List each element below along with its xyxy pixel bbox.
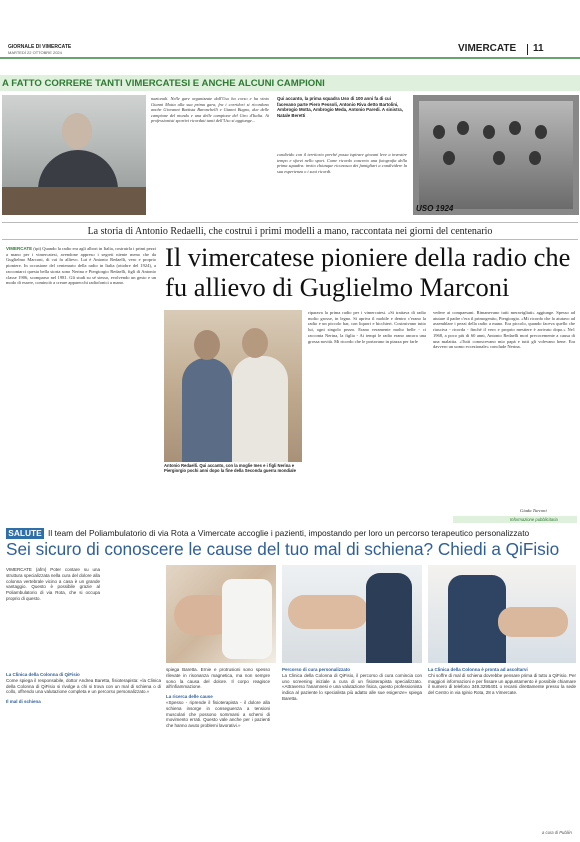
salute-column-2 bbox=[6, 672, 161, 705]
salute-subhead-clinic: La Clinica della Colonna di QiFisio bbox=[6, 672, 80, 677]
section-name: VIMERCATE bbox=[458, 43, 517, 54]
salute-subhead-back-pain: Il mal di schiena bbox=[6, 699, 41, 705]
story-dateline: VIMERCATE bbox=[6, 246, 33, 251]
salute-kicker: Il team del Poliambulatorio di via Rota a Vimercate accoglie i pazienti, impostando per loro un percorso terapeutico personalizzato bbox=[48, 528, 530, 538]
story-column-1-text: (tpi) Quando la radio era agli albori in Italia, costruirla i primi pezzi a mano per i vimercatesi, avendone appreso i segreti niente meno che da Guglielmo Marconi, di cui fu allievo. Lui è Antonio Redaelli, vero e proprio pioniere. In occasione del centenario della radio in Italia (ottobre del 1924), a raccontarci questa bella storia sono Nerina e Piergiorgio Redaelli, figli di Antonio classe 1906, scomparso nel 1981. Gli studi su sé stesso, evolvendo un gesto e un modo di essere, cominciò a creare apparecchi radiofonici a mano. bbox=[6, 246, 156, 286]
salute-column-4-text: «Spesso - riprende il fisioterapista - il dolore alla schiena insorge in conseguenza a tensioni muscolari che possono sommarsi a schemi di movimento errati. Questo vale anche per i pazienti che hanno avuto problemi lavorativi.» bbox=[166, 699, 270, 729]
salute-column-5-text: La Clinica della Colonna di QiFisio, il percorso di cura comincia con uno screening iniziale a cura di un fisioterapista specializzato. «Attraverso l'anamnesi e una valutazione fisica, questo professionista indica al paziente lo specialista più adatto alle sue esigenze» spiega Baretta. bbox=[282, 672, 422, 701]
photo-redaelli-family bbox=[164, 310, 302, 462]
salute-tag: SALUTE bbox=[6, 528, 44, 539]
photo-physio-treatment bbox=[166, 565, 276, 663]
story-headline: Il vimercatese pioniere della radio che fu allievo di Guglielmo Marconi bbox=[165, 242, 571, 302]
photo-caption-family: Antonio Redaelli. Qui accanto, con la moglie Ines e i figli Nerina e Piergiorgio pochi anni dopo la fine della Seconda guerra mondiale bbox=[164, 463, 296, 474]
salute-subhead-care-path: Percorso di cura personalizzato bbox=[282, 667, 351, 672]
salute-column-6-text: Chi soffre di mal di schiena dovrebbe pensare prima di tutto a QiFisio. Per maggiori informazioni e per fissare un appuntamento è possibile chiamare il numero di telefono 349.3295401 o recarsi direttamente presso la sede del Centro in via Iginio Rota, 28 a Vimercate. bbox=[428, 672, 576, 696]
advert-credit: a cura di Publiin bbox=[542, 830, 572, 835]
uso-1924-stamp: USO 1924 bbox=[416, 204, 454, 213]
page-number: 11 bbox=[533, 43, 544, 54]
divider-top bbox=[2, 222, 578, 223]
salute-column-2-text: Come spiega il responsabile, dottor Andrea Baretta, fisioterapista: «la Clinica della Colonna di QiFisio si rivolge a chi si trova con un mal di schiena o di collo, offrendo una valutazione completa e un percorso personalizzato.» bbox=[6, 677, 161, 695]
photo-physio-session bbox=[282, 565, 422, 663]
top-story-title: A FATTO CORRERE TANTI VIMERCATESI E ANCHE ALCUNI CAMPIONI bbox=[2, 78, 325, 89]
top-story-column-b: condivido con il territorio perché possa ispirare giovani leve a investire tempo e sforzi nello sport. Come ricordo concreto una fotografia della prima squadra: invito chiunque riconosca dei famigliari a condividere la sua esperienza o i suoi ricordi. bbox=[277, 152, 407, 174]
top-story-column-a: nazionali. Nelle gare organizzate dall'Uso ha corso e ha vinto Gianni Motta alla sua prima gara, fra i corridori si ricordano anche Giovanni Battista Baronchelli e Gianni Bugno, due delle campione del mondo e una delle campione del Giro d'Italia. Ai professionisti sportivi ricordati tanti dell'Uso si aggiunge... bbox=[151, 96, 269, 124]
salute-subhead-ready: La Clinica della Colonna è pronta ad ascoltarvi bbox=[428, 667, 528, 672]
top-story-caption: Qui accanto, la prima squadra Uso di 100 anni fa di cui facevano parte Piero Pessoli, Antonio Riva detto Bartolini, Ambrogio Motta, Ambrogio Meda, Antonio Paredi. A sinistra, Natale Beretti bbox=[277, 96, 403, 118]
salute-headline: Sei sicuro di conoscere le cause del tuo mal di schiena? Chiedi a QiFisio bbox=[6, 539, 560, 559]
story-column-1 bbox=[6, 246, 156, 286]
salute-subhead-causes: La ricerca delle cause bbox=[166, 694, 213, 700]
newspaper-name: GIORNALE DI VIMERCATE bbox=[8, 44, 72, 50]
issue-date: MARTEDÌ 22 OTTOBRE 2024 bbox=[8, 50, 62, 55]
advert-info-label: Informazione pubblicitaria bbox=[510, 517, 558, 522]
salute-column-3-text: spiega Baretta. Ernie e protrusioni sono spesso rilevate in risonanza magnetica, ma non sempre sono la causa del dolore. Il corpo reagisce all'infiammazione. bbox=[166, 667, 270, 690]
divider-kicker bbox=[2, 239, 578, 240]
author-signature: Giada Turconi bbox=[520, 508, 547, 513]
story-column-2: riparava la prima radio per i vimercatesi. «Si trattava di radio molto grosse, in legno. Si apriva il mobile e dentro c'erano la radio e un piccolo bar, con liquori e bicchieri. Costruivano tutto lui, ogni singolo pezzo. Erano veramente molto belle - ci racconta Nerina, la figlia - Ai tempi le radio erano ancora una grossa novità. Mi ricordo che le portavano in piazza per farle bbox=[308, 310, 426, 344]
masthead bbox=[0, 0, 580, 58]
story-kicker: La storia di Antonio Redaelli, che costruì i primi modelli a mano, raccontata nei giorni del centenario bbox=[87, 226, 493, 237]
salute-column-3 bbox=[166, 667, 270, 729]
masthead-rule bbox=[0, 57, 580, 59]
story-column-3: vedere ai compaesani. Rimanevano tutti meravigliati» aggiunge. Spesso ad aiutare il padre c'era il primogenito, Piergiorgio. «Mi ricordo che lo aiutavo ad assemblare i pezzi della radio a mano. Era piccolo, quando faceva quello che riusciva - ricorda - finché il vero e proprio mestiere è arrivato dopo.» Ne1 1968, a poco più di 60 anni, Antonio Redaelli morì precocemente a causa di una malattia. «Tutti conoscevano mio papà e tutti gli volevano bene. Era davvero un uomo eccezionale» conclude Nerina. bbox=[433, 310, 575, 350]
salute-column-1: VIMERCATE (afm) Poter contare su una struttura specializzata nella cura del dolore alla colonna vertebrale vicino a casa è un grande vantaggio. Questo è possibile grazie al Poliambulatorio di via Rota, che si occupa proprio di questo. bbox=[6, 567, 100, 601]
salute-column-6 bbox=[428, 667, 576, 696]
photo-uso-team-1924 bbox=[413, 95, 579, 215]
masthead-divider bbox=[527, 44, 528, 55]
photo-physio-therapist bbox=[428, 565, 576, 663]
photo-natale-beretti bbox=[2, 95, 146, 215]
salute-column-5 bbox=[282, 667, 422, 702]
